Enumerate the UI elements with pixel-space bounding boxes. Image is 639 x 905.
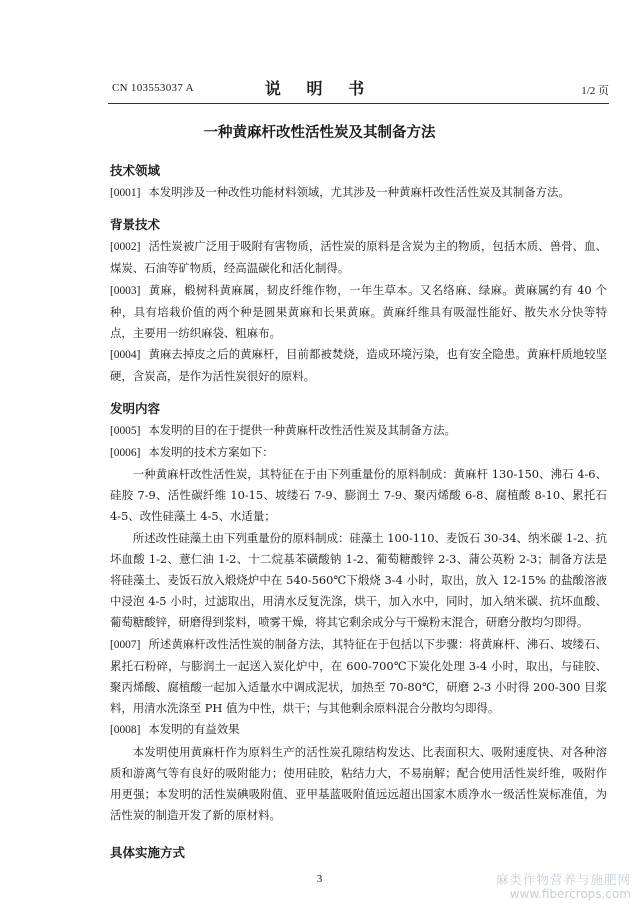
document-body <box>110 160 607 864</box>
paragraph-number: [0005] <box>110 424 141 437</box>
header-divider <box>108 103 609 104</box>
page-indicator: 1/2 页 <box>581 85 609 97</box>
paragraph-text: 本发明涉及一种改性功能材料领域，尤其涉及一种黄麻杆改性活性炭及其制备方法。 <box>148 185 570 199</box>
section-heading-embodiment: 具体实施方式 <box>110 845 186 861</box>
paragraph-0006-composition: 一种黄麻杆改性活性炭，其特征在于由下列重量份的原料制成：黄麻杆 130-150、沸石 4-6、硅胶 7-9、活性碳纤维 10-15、坡缕石 7-9、膨润土 7-9、聚丙烯酸 6-8、腐植酸 8-10、累托石 4-5、改性硅藻土 4-5、水适量； <box>110 467 607 524</box>
paragraph-number: [0008] <box>110 724 141 737</box>
paragraph-0004 <box>110 344 607 387</box>
paragraph-number: [0006] <box>110 446 141 459</box>
paragraph-0008 <box>110 719 607 741</box>
watermark-line-2: www.fibercrops.com <box>509 887 631 901</box>
page-number: 3 <box>316 873 323 885</box>
paragraph-0003 <box>110 280 607 345</box>
paragraph-text: 活性炭被广泛用于吸附有害物质，活性炭的原料是含炭为主的物质，包括木质、兽骨、血、煤炭、石油等矿物质，经高温碳化和活化制得。 <box>110 239 607 276</box>
watermark <box>496 873 631 901</box>
paragraph-0001 <box>110 182 607 204</box>
paragraph-0008-effects: 本发明使用黄麻杆作为原料生产的活性炭孔隙结构发达、比表面积大、吸附速度快、对各种溶质和游离气等有良好的吸附能力；使用硅胶，粘结力大，不易崩解；配合使用活性炭纤维，吸附作用更强；本发明的活性炭碘吸附值、亚甲基蓝吸附值远远超出国家木质净水一级活性炭标准值，为活性炭的制造开发了新的原材料。 <box>110 744 607 823</box>
paragraph-text: 所述黄麻杆改性活性炭的制备方法，其特征在于包括以下步骤：将黄麻杆、沸石、坡缕石、累托石粉碎，与膨润土一起送入炭化炉中，在 600-700℃下炭化处理 3-4 小时，取出，与硅胶、聚丙烯酸、腐植酸一起加入适量水中调成泥状，加热至 70-80℃，研磨 2-3 小时得 200-300 目浆料，用清水洗涤至 PH 值为中性，烘干；与其他剩余原料混合分散均匀即得。 <box>110 636 607 716</box>
paragraph-number: [0002] <box>110 241 141 254</box>
paragraph-text: 本发明的目的在于提供一种黄麻杆改性活性炭及其制备方法。 <box>148 422 456 437</box>
document-title: 一种黄麻杆改性活性炭及其制备方法 <box>203 124 436 141</box>
paragraph-number: [0004] <box>110 349 141 362</box>
paragraph-number: [0003] <box>110 284 141 297</box>
paragraph-text: 黄麻去掉皮之后的黄麻杆，目前都被焚烧，造成环境污染，也有安全隐患。黄麻杆质地较坚硬，含炭高，是作为活性炭很好的原料。 <box>110 347 607 384</box>
document-number: CN 103553037 A <box>112 82 194 94</box>
paragraph-0006-diatomite: 所述改性硅藻土由下列重量份的原料制成：硅藻土 100-110、麦饭石 30-34、纳米碳 1-2、抗坏血酸 1-2、薏仁油 1-2、十二烷基苯磺酸钠 1-2、葡萄糖酸锌 2-3、蒲公英粉 2-3；制备方法是将硅藻土、麦饭石放入煅烧炉中在 540-560℃下煅烧 3-4 小时，取出，放入 12-15% 的盐酸溶液中浸泡 4-5 小时，过滤取出，用清水反复洗涤，烘干，加入水中，同时，加入纳米碳、抗坏血酸、葡萄糖酸锌，研磨得到浆料，喷雾干燥，将其它剩余成分与干燥粉末混合，研磨分散均匀即得。 <box>110 530 607 630</box>
paragraph-0002 <box>110 236 607 279</box>
paragraph-0005 <box>110 420 607 442</box>
watermark-line-1: 麻类作物营养与施肥网 <box>495 872 631 887</box>
paragraph-number: [0001] <box>110 187 141 199</box>
paragraph-0006 <box>110 442 607 464</box>
paragraph-text: 本发明的有益效果 <box>148 722 240 737</box>
document-type: 说 明 书 <box>264 79 375 98</box>
paragraph-0007 <box>110 634 607 720</box>
section-heading-technical-field: 技术领域 <box>110 163 161 178</box>
section-heading-background: 背景技术 <box>110 217 161 233</box>
paragraph-text: 黄麻，椴树科黄麻属，韧皮纤维作物，一年生草本。又名络麻、绿麻。黄麻属约有 40 个种，具有培栽价值的两个种是圆果黄麻和长果黄麻。黄麻纤维具有吸湿性能好、散失水分快等特点，主要用一纺织麻袋、粗麻布。 <box>110 282 607 341</box>
paragraph-number: [0007] <box>110 638 141 651</box>
paragraph-text: 本发明的技术方案如下： <box>148 444 274 459</box>
page-header <box>0 76 639 106</box>
section-heading-invention: 发明内容 <box>110 400 161 416</box>
